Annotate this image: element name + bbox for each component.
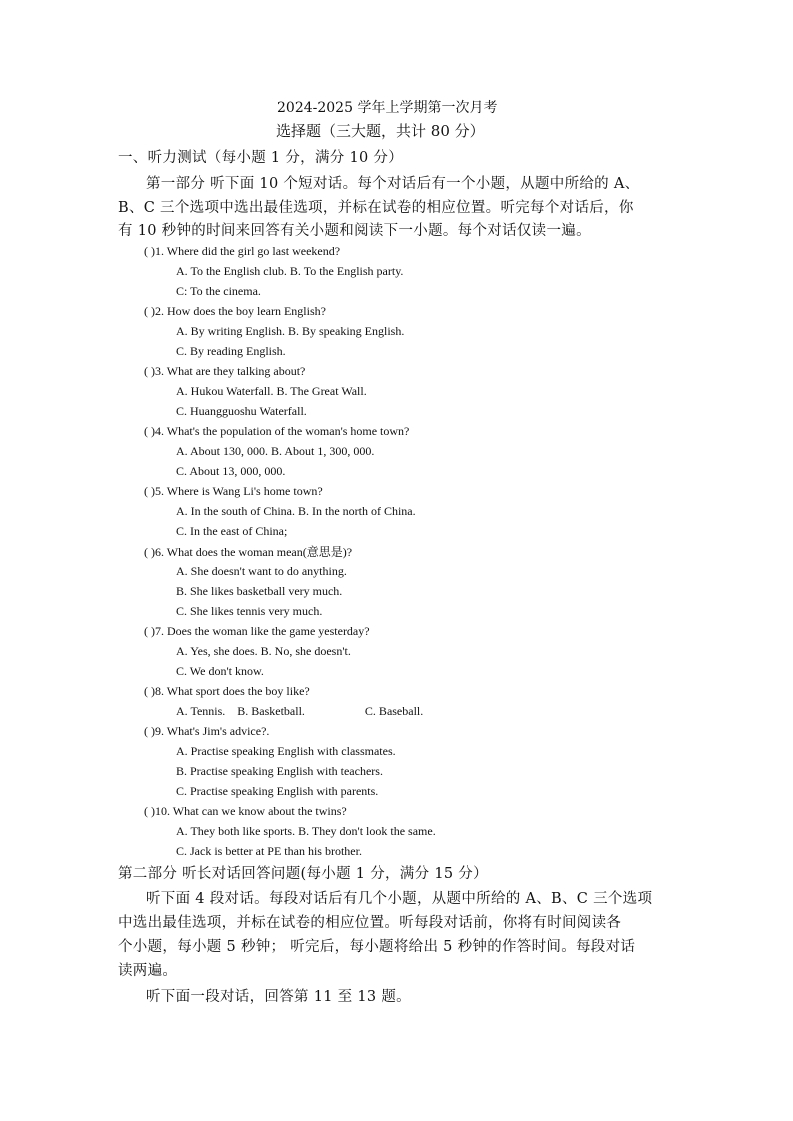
question-6-option-c: C. She likes tennis very much. (176, 604, 323, 618)
question-2: ( )2. How does the boy learn English? (144, 304, 326, 318)
question-6-option-b: B. She likes basketball very much. (176, 584, 343, 598)
question-6-option-a: A. She doesn't want to do anything. (176, 564, 347, 578)
question-1: ( )1. Where did the girl go last weekend? (144, 244, 341, 258)
question-1-option-c: C: To the cinema. (176, 284, 261, 298)
part1-intro-line-2: B、C 三个选项中选出最佳选项，并标在试卷的相应位置。听完每个对话后，你 (118, 200, 634, 216)
question-10: ( )10. What can we know about the twins? (144, 804, 347, 818)
question-7-option-ab: A. Yes, she does. B. No, she doesn't. (176, 644, 351, 658)
part2-intro-line-4: 读两遍。 (118, 963, 178, 979)
question-7: ( )7. Does the woman like the game yesterday? (144, 624, 370, 638)
question-7-option-c: C. We don't know. (176, 664, 264, 678)
question-4: ( )4. What's the population of the woman's home town? (144, 424, 410, 438)
question-5: ( )5. Where is Wang Li's home town? (144, 484, 323, 498)
question-2-option-ab: A. By writing English. B. By speaking English. (176, 324, 405, 338)
question-6: ( )6. What does the woman mean(意思是)? (144, 545, 353, 559)
question-8-options: A. Tennis. B. Basketball. C. Baseball. (176, 704, 424, 718)
question-8: ( )8. What sport does the boy like? (144, 684, 310, 698)
exam-title: 2024-2025 学年上学期第一次月考 (277, 100, 498, 116)
question-9-option-b: B. Practise speaking English with teachers. (176, 764, 383, 778)
question-9: ( )9. What's Jim's advice?. (144, 724, 270, 738)
question-9-option-a: A. Practise speaking English with classmates. (176, 744, 396, 758)
part2-intro-line-3: 个小题，每小题 5 秒钟； 听完后，每小题将给出 5 秒钟的作答时间。每段对话 (118, 939, 636, 955)
dialogue-prompt: 听下面一段对话，回答第 11 至 13 题。 (146, 989, 411, 1005)
question-10-option-c: C. Jack is better at PE than his brother. (176, 844, 362, 858)
question-2-option-c: C. By reading English. (176, 344, 286, 358)
question-5-option-ab: A. In the south of China. B. In the north of China. (176, 504, 416, 518)
part2-heading: 第二部分 听长对话回答问题(每小题 1 分，满分 15 分） (118, 866, 488, 882)
question-4-option-c: C. About 13, 000, 000. (176, 464, 286, 478)
question-3-option-c: C. Huangguoshu Waterfall. (176, 404, 307, 418)
question-9-option-c: C. Practise speaking English with parents. (176, 784, 379, 798)
part1-intro-line-3: 有 10 秒钟的时间来回答有关小题和阅读下一小题。每个对话仅读一遍。 (118, 223, 591, 239)
question-3-option-ab: A. Hukou Waterfall. B. The Great Wall. (176, 384, 367, 398)
question-4-option-ab: A. About 130, 000. B. About 1, 300, 000. (176, 444, 375, 458)
question-3: ( )3. What are they talking about? (144, 364, 306, 378)
exam-subtitle: 选择题（三大题，共计 80 分） (276, 122, 485, 140)
part1-intro-line-1: 第一部分 听下面 10 个短对话。每个对话后有一个小题，从题中所给的 A、 (146, 176, 640, 192)
question-5-option-c: C. In the east of China; (176, 524, 288, 538)
question-1-option-ab: A. To the English club. B. To the English party. (176, 264, 404, 278)
part2-intro-line-2: 中选出最佳选项，并标在试卷的相应位置。听每段对话前，你将有时间阅读各 (118, 915, 622, 931)
section1-heading: 一、听力测试（每小题 1 分，满分 10 分） (118, 150, 404, 166)
question-10-option-ab: A. They both like sports. B. They don't look the same. (176, 824, 436, 838)
part2-intro-line-1: 听下面 4 段对话。每段对话后有几个小题，从题中所给的 A、B、C 三个选项 (146, 891, 653, 907)
